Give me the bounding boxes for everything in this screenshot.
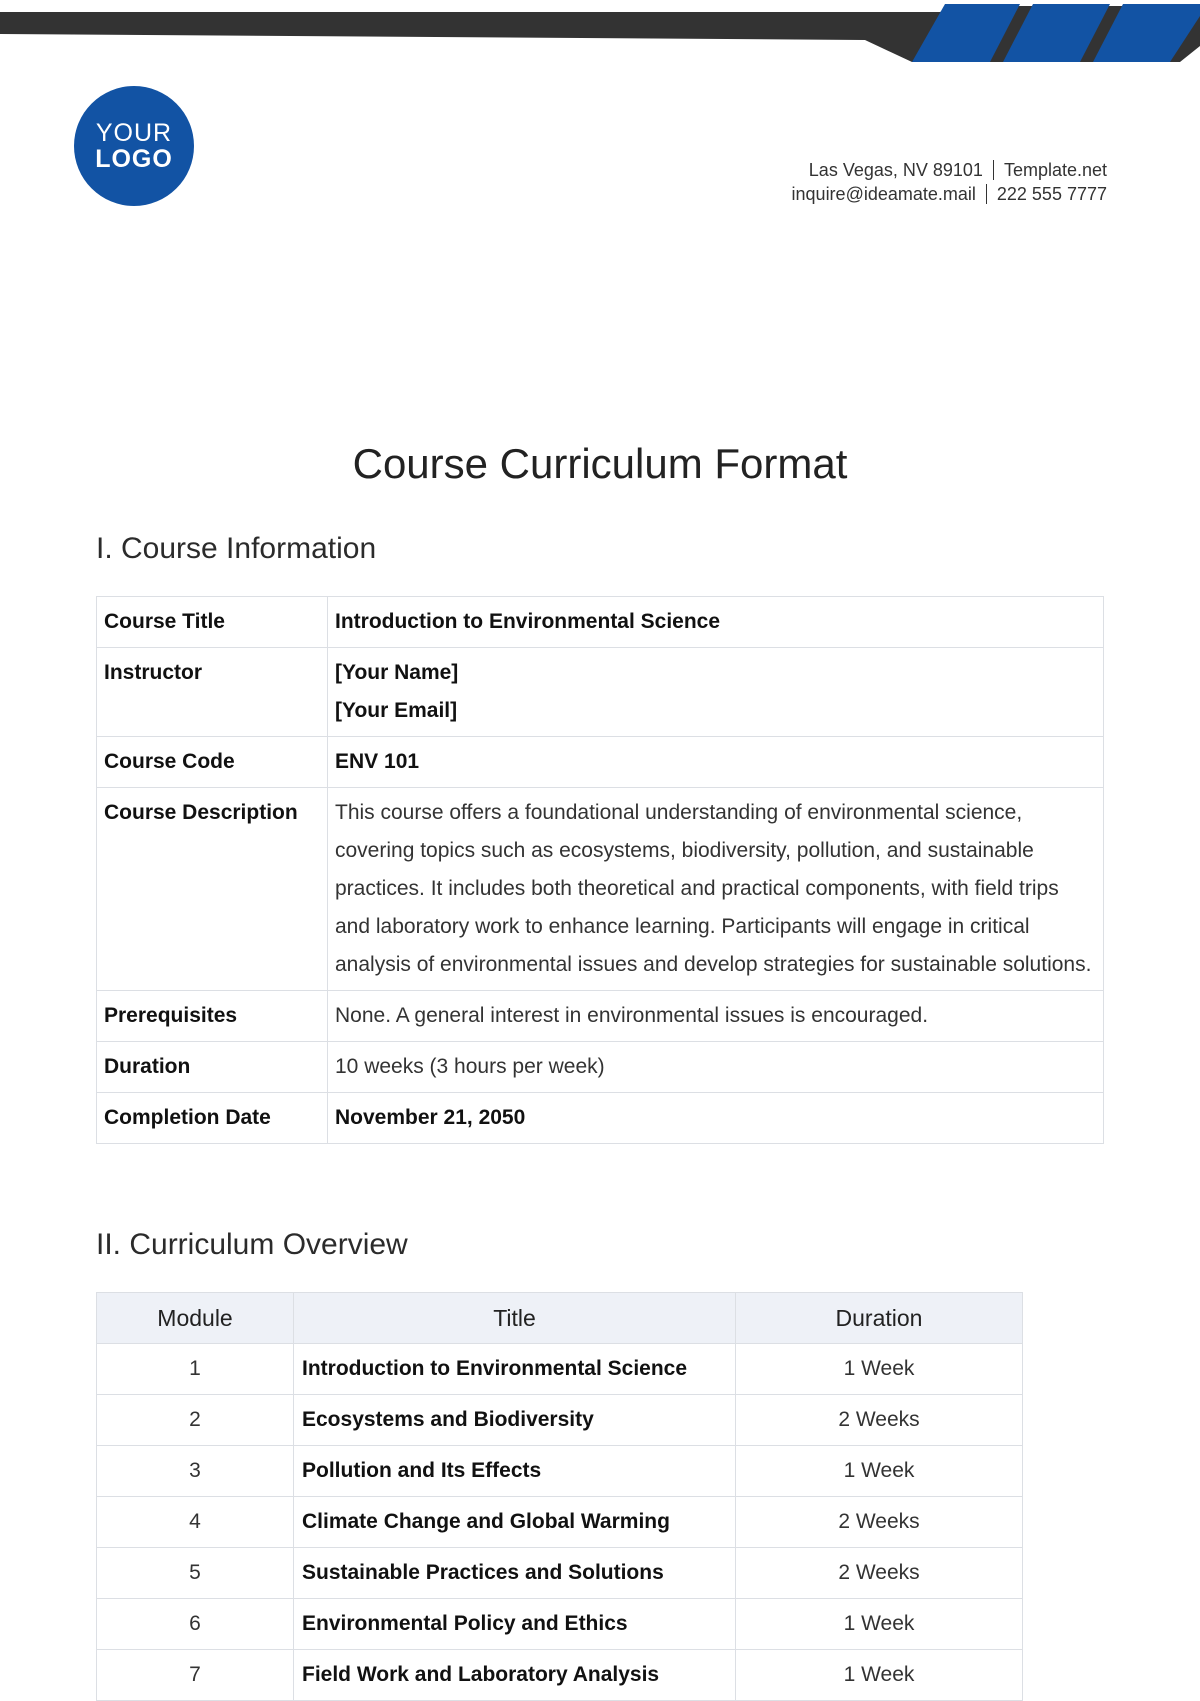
logo-text-line2: LOGO bbox=[95, 145, 173, 173]
row-value: ENV 101 bbox=[328, 737, 1104, 788]
table-row bbox=[97, 597, 1104, 648]
row-label: Completion Date bbox=[97, 1093, 328, 1144]
row-value: 10 weeks (3 hours per week) bbox=[328, 1042, 1104, 1093]
table-row bbox=[97, 788, 1104, 991]
module-title: Environmental Policy and Ethics bbox=[294, 1599, 736, 1650]
instructor-name: [Your Name] bbox=[335, 661, 459, 684]
module-title: Climate Change and Global Warming bbox=[294, 1497, 736, 1548]
table-row bbox=[97, 1650, 1023, 1701]
table-row bbox=[97, 1344, 1023, 1395]
table-row bbox=[97, 1599, 1023, 1650]
row-value: November 21, 2050 bbox=[328, 1093, 1104, 1144]
module-title: Pollution and Its Effects bbox=[294, 1446, 736, 1497]
module-title: Field Work and Laboratory Analysis bbox=[294, 1650, 736, 1701]
module-number: 1 bbox=[97, 1344, 294, 1395]
row-value bbox=[328, 648, 1104, 737]
instructor-email: [Your Email] bbox=[335, 699, 458, 722]
course-information-table bbox=[96, 596, 1104, 1144]
row-label: Course Title bbox=[97, 597, 328, 648]
table-row bbox=[97, 991, 1104, 1042]
module-duration: 2 Weeks bbox=[736, 1395, 1023, 1446]
section-heading-course-information: I. Course Information bbox=[96, 532, 377, 565]
header-decoration bbox=[0, 0, 1200, 64]
module-title: Introduction to Environmental Science bbox=[294, 1344, 736, 1395]
contact-line-2 bbox=[792, 182, 1107, 206]
table-header-row bbox=[97, 1293, 1023, 1344]
module-title: Sustainable Practices and Solutions bbox=[294, 1548, 736, 1599]
row-label: Duration bbox=[97, 1042, 328, 1093]
column-header-title: Title bbox=[294, 1293, 736, 1344]
contact-phone: 222 555 7777 bbox=[996, 184, 1107, 204]
module-duration: 1 Week bbox=[736, 1446, 1023, 1497]
company-logo bbox=[74, 86, 194, 206]
module-duration: 1 Week bbox=[736, 1650, 1023, 1701]
table-row bbox=[97, 1446, 1023, 1497]
module-number: 2 bbox=[97, 1395, 294, 1446]
curriculum-overview-table bbox=[96, 1292, 1023, 1701]
module-duration: 1 Week bbox=[736, 1344, 1023, 1395]
row-label: Prerequisites bbox=[97, 991, 328, 1042]
table-row bbox=[97, 1548, 1023, 1599]
module-number: 5 bbox=[97, 1548, 294, 1599]
contact-line-1 bbox=[792, 158, 1107, 182]
row-label: Course Code bbox=[97, 737, 328, 788]
row-value: This course offers a foundational understanding of environmental science, covering topics such as ecosystems, biodiversity, pollution, and sustainable practices. It includes both theoretical and practical components, with field trips and laboratory work to enhance learning. Participants will engage in critical analysis of environmental issues and develop strategies for sustainable solutions. bbox=[328, 788, 1104, 991]
contact-separator bbox=[993, 160, 994, 180]
column-header-module: Module bbox=[97, 1293, 294, 1344]
row-label: Instructor bbox=[97, 648, 328, 737]
row-value: None. A general interest in environmental issues is encouraged. bbox=[328, 991, 1104, 1042]
contact-email: inquire@ideamate.mail bbox=[791, 184, 976, 204]
module-number: 6 bbox=[97, 1599, 294, 1650]
column-header-duration: Duration bbox=[736, 1293, 1023, 1344]
module-title: Ecosystems and Biodiversity bbox=[294, 1395, 736, 1446]
table-row bbox=[97, 1093, 1104, 1144]
table-row bbox=[97, 1395, 1023, 1446]
table-row bbox=[97, 648, 1104, 737]
module-duration: 2 Weeks bbox=[736, 1548, 1023, 1599]
row-label: Course Description bbox=[97, 788, 328, 991]
logo-text-line1: YOUR bbox=[95, 119, 173, 147]
table-row bbox=[97, 1042, 1104, 1093]
section-heading-curriculum-overview: II. Curriculum Overview bbox=[96, 1228, 408, 1261]
module-number: 7 bbox=[97, 1650, 294, 1701]
module-duration: 1 Week bbox=[736, 1599, 1023, 1650]
contact-website: Template.net bbox=[1003, 160, 1107, 180]
module-number: 4 bbox=[97, 1497, 294, 1548]
document-title: Course Curriculum Format bbox=[352, 440, 848, 487]
contact-info bbox=[792, 158, 1107, 206]
contact-separator bbox=[986, 184, 987, 204]
contact-address: Las Vegas, NV 89101 bbox=[808, 160, 983, 180]
module-duration: 2 Weeks bbox=[736, 1497, 1023, 1548]
module-number: 3 bbox=[97, 1446, 294, 1497]
row-value: Introduction to Environmental Science bbox=[328, 597, 1104, 648]
table-row bbox=[97, 737, 1104, 788]
table-row bbox=[97, 1497, 1023, 1548]
